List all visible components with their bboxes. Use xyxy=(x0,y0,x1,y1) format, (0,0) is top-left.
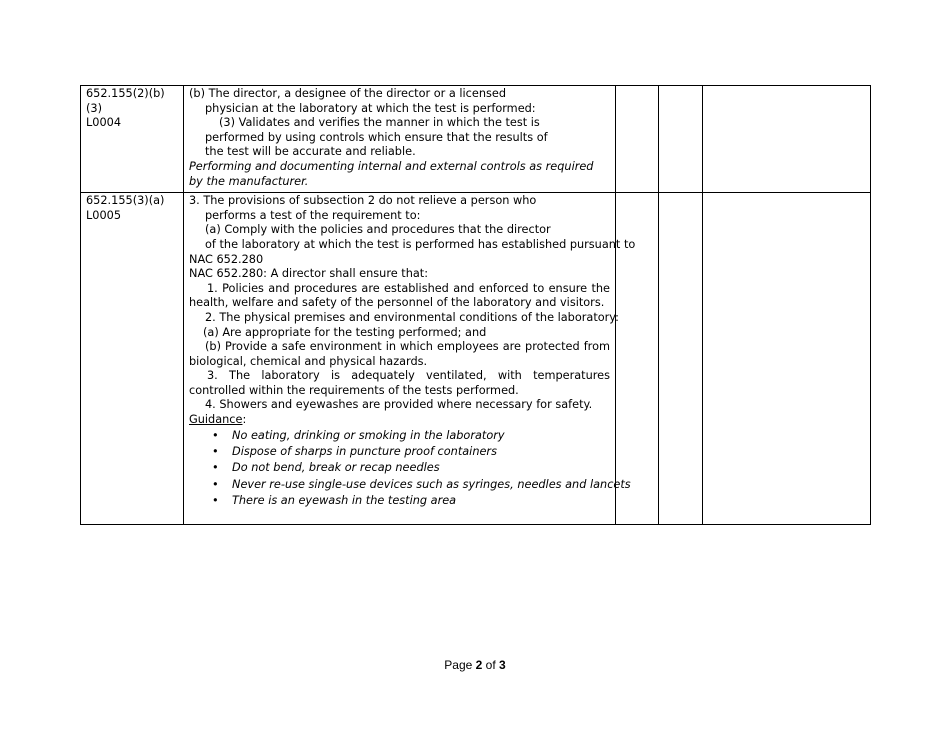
bullet-icon: • xyxy=(212,428,219,442)
guidance-item-text: There is an eyewash in the testing area xyxy=(232,494,457,508)
nac-paragraph: 3. The laboratory is adequately ventilated, with temperatures controlled within the requirements of the tests performed. xyxy=(189,369,610,397)
regulation-line: (b) The director, a designee of the director or a licensed xyxy=(189,87,507,100)
guidance-item-text: No eating, drinking or smoking in the laboratory xyxy=(232,428,505,442)
page-footer xyxy=(0,658,950,672)
empty-cell xyxy=(703,86,871,193)
list-item xyxy=(212,428,610,444)
regulation-line: NAC 652.280: A director shall ensure that: xyxy=(189,267,429,281)
empty-cell xyxy=(659,193,703,525)
bullet-icon: • xyxy=(212,445,219,459)
empty-cell xyxy=(659,86,703,193)
guidance-item-text: Dispose of sharps in puncture proof containers xyxy=(232,445,497,459)
regulation-table xyxy=(80,85,871,525)
table-row xyxy=(81,193,871,525)
regulation-line: (3) Validates and verifies the manner in which the test is xyxy=(219,116,540,130)
regulation-ref-cell xyxy=(81,86,184,193)
regulation-line: (a) Comply with the policies and procedures that the director xyxy=(205,223,551,237)
guidance-list xyxy=(189,428,631,510)
table-row xyxy=(81,86,871,193)
tag-number: L0004 xyxy=(86,116,122,130)
regulation-line: NAC 652.280 xyxy=(189,252,264,266)
bullet-icon: • xyxy=(212,461,219,475)
nac-paragraph: (b) Provide a safe environment in which employees are protected from biological, chemical and physical hazards. xyxy=(189,340,610,368)
regulation-line: the test will be accurate and reliable. xyxy=(205,145,416,159)
list-item xyxy=(212,444,610,460)
regulation-line: performs a test of the requirement to: xyxy=(205,208,421,222)
guidance-item-text: Do not bend, break or recap needles xyxy=(232,461,440,475)
interpretive-note: Performing and documenting internal and external controls as required by the manufacturer. xyxy=(189,159,594,188)
guidance-label: Guidance xyxy=(189,413,243,427)
regulation-ref-cell xyxy=(81,193,184,525)
current-page-number: 2 xyxy=(475,658,483,672)
list-item xyxy=(212,460,610,476)
bullet-icon: • xyxy=(212,477,219,491)
page-of-label: of xyxy=(482,658,500,672)
regulation-number: 652.155(3)(a) xyxy=(86,194,165,208)
regulation-line: of the laboratory at which the test is performed has established pursuant to xyxy=(205,237,636,251)
guidance-item-text: Never re-use single-use devices such as syringes, needles and lancets xyxy=(232,477,631,491)
regulation-text-cell xyxy=(184,86,616,193)
nac-paragraph: (a) Are appropriate for the testing performed; and xyxy=(203,325,487,339)
regulation-line: 3. The provisions of subsection 2 do not relieve a person who xyxy=(189,194,537,208)
regulation-number: 652.155(2)(b)(3) xyxy=(86,87,165,115)
nac-paragraph: 1. Policies and procedures are established and enforced to ensure the health, welfare and safety of the personnel of the laboratory and visitors. xyxy=(189,281,610,310)
regulation-line: physician at the laboratory at which the test is performed: xyxy=(205,101,536,115)
tag-number: L0005 xyxy=(86,208,122,222)
regulation-line: performed by using controls which ensure that the results of xyxy=(205,130,548,144)
total-pages-number: 3 xyxy=(499,658,506,672)
empty-cell xyxy=(616,86,659,193)
guidance-heading xyxy=(189,413,610,428)
list-item xyxy=(212,477,631,493)
nac-paragraph: 4. Showers and eyewashes are provided where necessary for safety. xyxy=(205,398,593,412)
bullet-icon: • xyxy=(212,494,219,508)
guidance-colon: : xyxy=(242,413,247,427)
page-label: Page xyxy=(444,658,476,672)
nac-paragraph: 2. The physical premises and environmental conditions of the laboratory: xyxy=(205,310,619,324)
empty-cell xyxy=(703,193,871,525)
list-item xyxy=(212,493,610,509)
regulation-text-cell xyxy=(184,193,636,525)
